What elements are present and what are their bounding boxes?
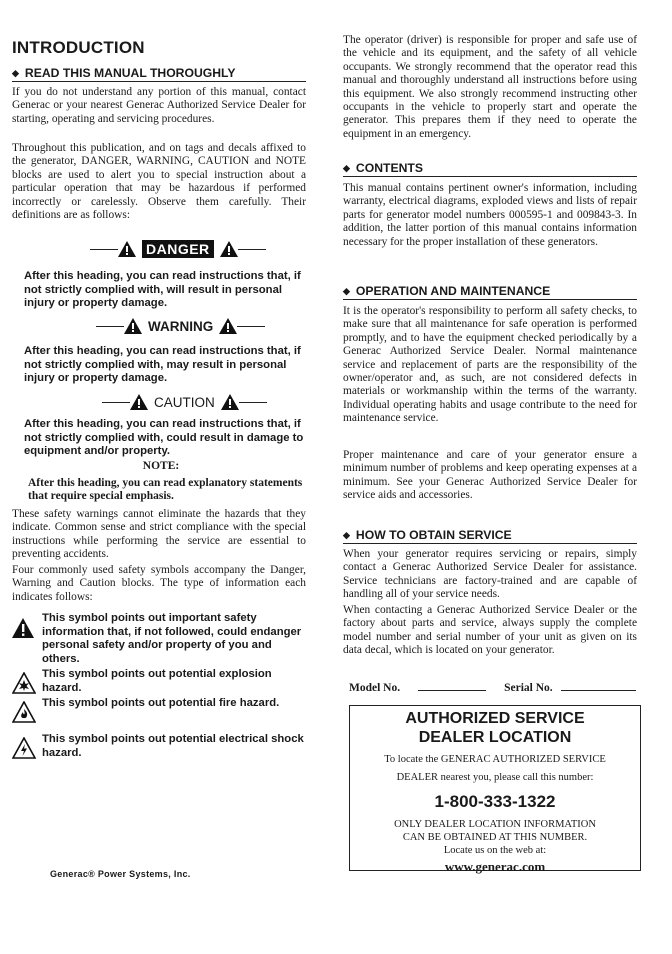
footer-company-name: Generac® Power Systems, Inc. (50, 869, 191, 879)
warning-signal-heading (96, 318, 265, 334)
section-heading-read-label: READ THIS MANUAL THOROUGHLY (24, 66, 236, 80)
rule-line (238, 249, 266, 250)
symbol-row-explosion (12, 668, 310, 699)
warning-label: WARNING (148, 318, 214, 334)
section-heading-contents (343, 161, 637, 177)
electrical-shock-icon (12, 733, 42, 764)
shock-symbol-text: This symbol points out potential electrical shock hazard. (42, 733, 304, 759)
section-heading-operation-label: OPERATION AND MAINTENANCE (355, 284, 551, 298)
explosion-symbol-text: This symbol points out potential explosion hazard. (42, 668, 272, 694)
operator-paragraph: The operator (driver) is responsible for proper and safe use of the vehicle and its equipment, and the safety of all vehicle occupants. We strongly recommend that the operator read this manual and thoroughly understand all instructions before using this equipment. We also strongly recommend instructing other occupants in the vehicle to properly start and operate the generator. This prepares them if they need to operate the equipment in an emergency. (343, 34, 637, 140)
note-label: NOTE: (142, 460, 180, 472)
model-number-blank (418, 690, 486, 691)
rule-line (96, 326, 124, 327)
diamond-bullet-icon: ◆ (343, 163, 350, 173)
safety-symbol-text: This symbol points out important safety information that, if not followed, could endanger personal safety and/or property of you and others. (42, 612, 302, 665)
obtain-paragraph-1: When your generator requires servicing or repairs, simply contact a Generac Authorized Service Dealer for assistance. Service technicians are factory-trained and are capable of handling all of your service needs. (343, 548, 637, 601)
obtain-paragraph-2: When contacting a Generac Authorized Service Dealer or the factory about parts and service, always supply the complete model number and serial number of your unit as given on its data decal, which is located on your generator. (343, 604, 637, 657)
rule-line (90, 249, 118, 250)
rule-line (239, 402, 267, 403)
warning-triangle-icon (220, 241, 238, 257)
danger-signal-heading (90, 240, 266, 258)
operation-paragraph-1: It is the operator's responsibility to perform all safety checks, to make sure that all maintenance for safe operation is performed promptly, and to have the equipment checked periodically by a Generac Authorized Service Dealer. Normal maintenance service and replacement of parts are the responsibility of the owner/operator and, as such, are not considered defects in materials or workmanship within the terms of the warranty. Individual operating habits and usage contribute to the need for maintenance service. (343, 305, 637, 425)
symbol-row-safety (12, 612, 310, 666)
authorized-service-box (349, 705, 641, 874)
diamond-bullet-icon: ◆ (343, 530, 350, 540)
box-line-4: CAN BE OBTAINED AT THIS NUMBER. (402, 832, 588, 843)
warning-triangle-icon (130, 394, 148, 410)
symbols-paragraph: Four commonly used safety symbols accompany the Danger, Warning and Caution blocks. The type of information each indicates follows: (12, 564, 306, 603)
dealer-phone-number: 1-800-333-1322 (434, 792, 556, 811)
serial-number-blank (561, 690, 636, 691)
section-heading-obtain-service-label: HOW TO OBTAIN SERVICE (355, 528, 512, 542)
note-text: After this heading, you can read explanatory statements that require special emphasis. (28, 477, 303, 503)
box-line-1: To locate the GENERAC AUTHORIZED SERVICE (384, 754, 606, 765)
symbol-row-shock (12, 733, 310, 764)
box-title-line-2: DEALER LOCATION (418, 729, 572, 746)
warning-triangle-icon (124, 318, 142, 334)
warning-triangle-icon (221, 394, 239, 410)
section-heading-read (12, 66, 306, 82)
section-heading-operation (343, 284, 637, 300)
model-number-label: Model No. (349, 682, 401, 694)
warnings-paragraph: These safety warnings cannot eliminate the hazards that they indicate. Common sense and strict compliance with the special instructions while performing the service are essential to preventing accidents. (12, 508, 306, 561)
read-paragraph-2: Throughout this publication, and on tags and decals affixed to the generator, DANGER, WARNING, CAUTION and NOTE blocks are used to alert you to special instruction about a particular operation that may be hazardous if performed incorrectly or carelessly. Observe them carefully. Their definitions are as follows: (12, 142, 306, 222)
fire-symbol-text: This symbol points out potential fire hazard. (42, 697, 280, 709)
contents-paragraph: This manual contains pertinent owner's information, including warranty, electrical diagrams, exploded views and lists of repair parts for generator model numbers 000595-1 and 009843-3. In addition, the latter portion of this manual contains information necessary for the proper installation of these generators. (343, 182, 637, 248)
section-heading-contents-label: CONTENTS (355, 161, 423, 175)
warning-text: After this heading, you can read instructions that, if not strictly complied with, may result in personal injury or property damage. (24, 345, 301, 385)
section-heading-obtain-service (343, 528, 637, 544)
serial-number-label: Serial No. (504, 682, 553, 694)
website-link[interactable]: www.generac.com (444, 859, 546, 874)
operation-paragraph-2: Proper maintenance and care of your generator ensure a minimum number of problems and keep operating expenses at a minimum. See your Generac Authorized Service Dealer for service aids and accessories. (343, 449, 637, 502)
symbol-row-fire (12, 697, 310, 728)
box-line-2: DEALER nearest you, please call this number: (396, 772, 594, 783)
page-title: INTRODUCTION (12, 38, 145, 57)
safety-alert-icon (12, 612, 42, 666)
box-title-line-1: AUTHORIZED SERVICE (405, 710, 585, 727)
rule-line (237, 326, 265, 327)
caution-label: CAUTION (154, 394, 215, 410)
rule-line (102, 402, 130, 403)
read-paragraph-1: If you do not understand any portion of this manual, contact Generac or your nearest Generac Authorized Service Dealer for starting, operating and servicing procedures. (12, 86, 306, 125)
fire-hazard-icon (12, 697, 42, 728)
danger-label: DANGER (142, 240, 214, 258)
diamond-bullet-icon: ◆ (343, 286, 350, 296)
diamond-bullet-icon: ◆ (12, 68, 19, 78)
warning-triangle-icon (219, 318, 237, 334)
warning-triangle-icon (118, 241, 136, 257)
caution-text: After this heading, you can read instructions that, if not strictly complied with, could result in damage to equipment and/or property. (24, 418, 304, 458)
box-line-3: ONLY DEALER LOCATION INFORMATION (394, 819, 596, 830)
danger-text: After this heading, you can read instructions that, if not strictly complied with, will result in personal injury or property damage. (24, 270, 301, 310)
caution-signal-heading (102, 394, 267, 410)
explosion-hazard-icon (12, 668, 42, 699)
model-serial-row (349, 682, 636, 694)
box-line-5: Locate us on the web at: (443, 845, 547, 856)
